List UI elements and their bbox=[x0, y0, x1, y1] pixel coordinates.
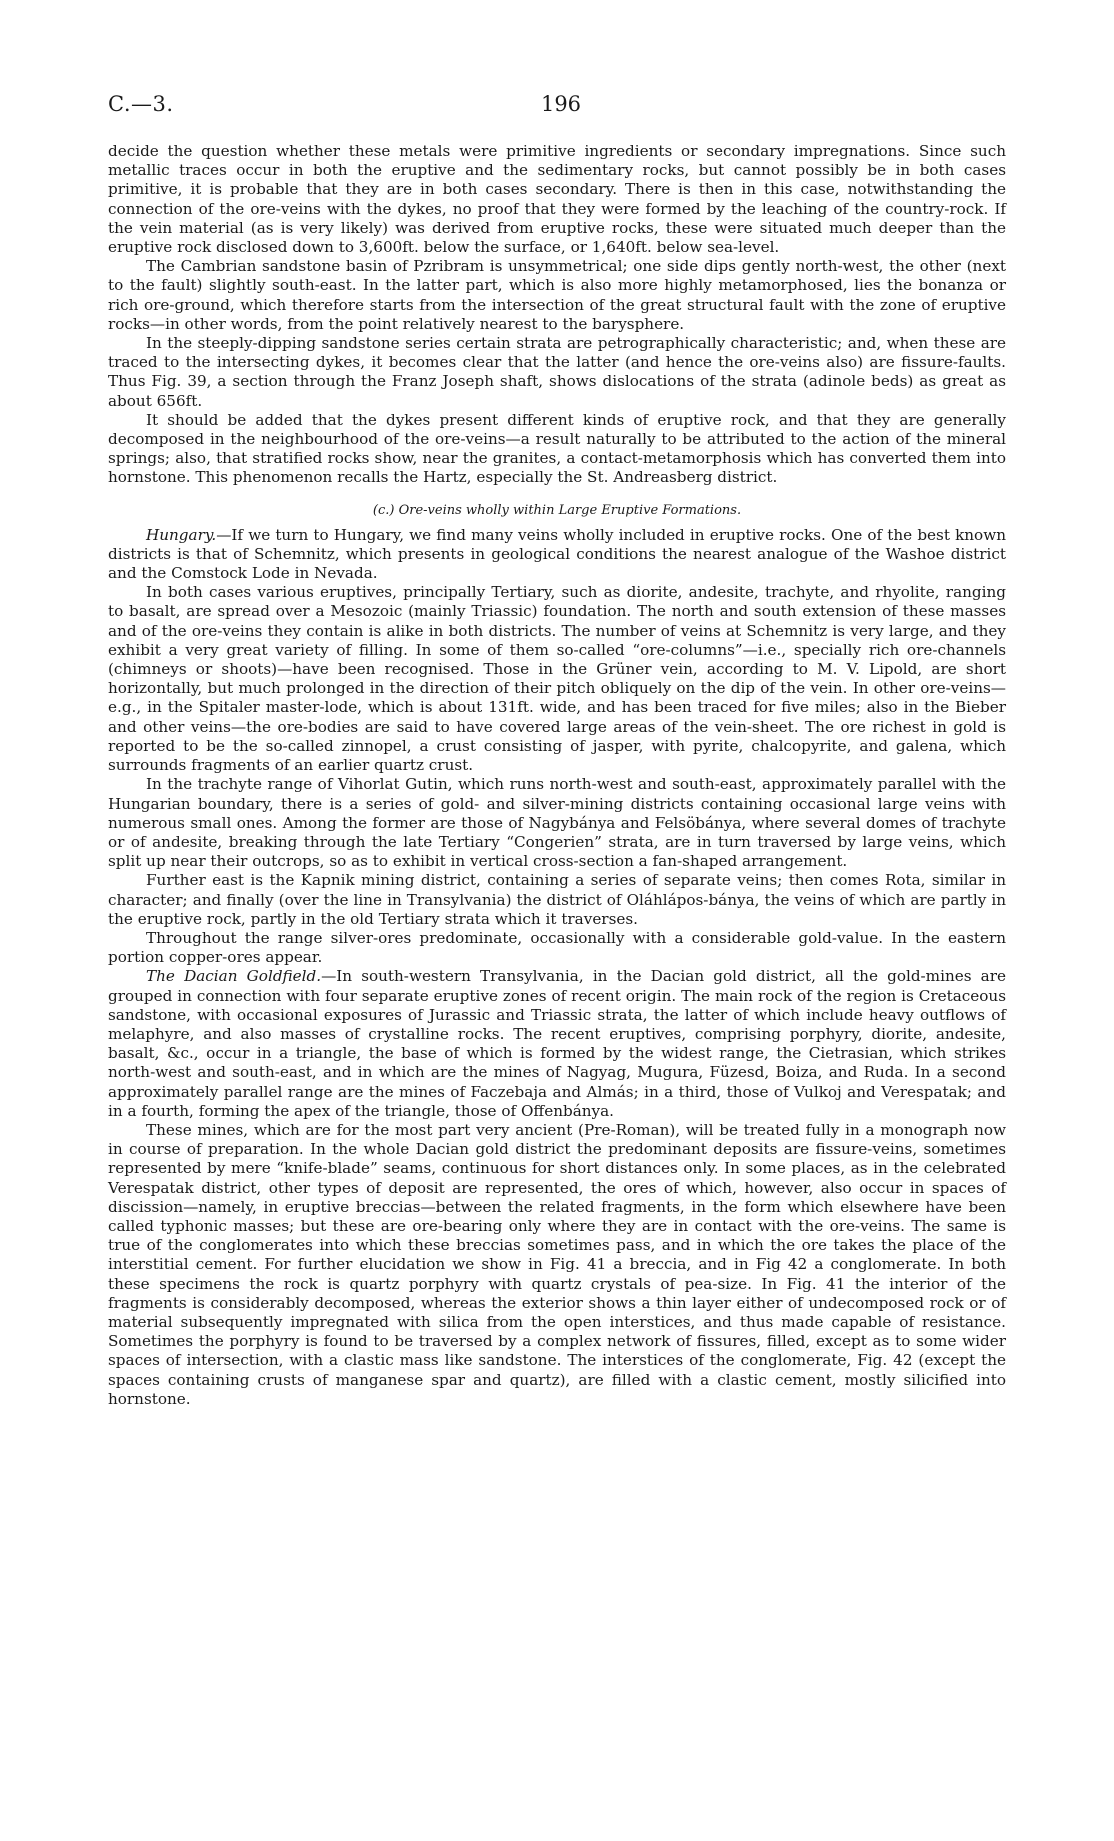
paragraph bbox=[108, 775, 1006, 871]
paragraph-body: Further east is the Kapnik mining district, containing a series of separate veins; then comes Rota, similar in character; and finally (over the line in Transylvania) the district of Oláhlápos-bánya, the veins of which are partly in the eruptive rock, partly in the old Tertiary strata which it traverses. bbox=[108, 871, 1006, 928]
paragraph bbox=[108, 967, 1006, 1121]
paragraph-lead: Hungary. bbox=[146, 525, 217, 544]
document-id: C.—3. bbox=[108, 92, 174, 116]
section-heading: (c.) Ore-veins wholly within Large Eruptive Formations. bbox=[372, 502, 742, 518]
paragraph-body: These mines, which are for the most part very ancient (Pre-Roman), will be treated fully in a monograph now in course of preparation. In the whole Dacian gold district the predominant deposits are fissure-veins, sometimes represented by mere “knife-blade” seams, continuous for short distances only. In some places, as in the celebrated Verespatak district, other types of deposit are represented, the ores of which, however, also occur in spaces of discission—namely, in eruptive breccias—between the related fragments, in the form which elsewhere have been called typhonic masses; but these are ore-bearing only where they are in contact with the ore-veins. The same is true of the conglomerates into which these breccias sometimes pass, and in which the ore takes the place of the interstitial cement. For further elucidation we show in Fig. 41 a breccia, and in Fig 42 a conglomerate. In both these specimens the rock is quartz porphyry with quartz crystals of pea-size. In Fig. 41 the interior of the fragments is considerably decomposed, whereas the exterior shows a thin layer either of undecomposed rock or of material subsequently impregnated with silica from the open interstices, and thus made capable of resistance. Sometimes the porphyry is found to be traversed by a complex network of fissures, filled, except as to some wider spaces of intersection, with a clastic mass like sandstone. The interstices of the conglomerate, Fig. 42 (except the spaces containing crusts of manganese spar and quartz), are filled with a clastic cement, mostly silicified into hornstone. bbox=[108, 1120, 1006, 1408]
paragraph-body: In both cases various eruptives, principally Tertiary, such as diorite, andesite, trachyte, and rhyolite, ranging to basalt, are spread over a Mesozoic (mainly Triassic) foundation. The north and south extension of these masses and of the ore-veins they contain is alike in both districts. The number of veins at Schemnitz is very large, and they exhibit a very great variety of filling. In some of them so-called “ore-columns”—i.e., specially rich ore-channels (chimneys or shoots)—have been recognised. Those in the Grüner vein, according to M. V. Lipold, are short horizontally, but much prolonged in the direction of their pitch obliquely on the dip of the vein. In other ore-veins—e.g., in the Spitaler master-lode, which is about 131ft. wide, and has been traced for five miles; also in the Bieber and other veins—the ore-bodies are said to have covered large areas of the vein-sheet. The ore richest in gold is reported to be the so-called zinnopel, a crust consisting of jasper, with pyrite, chalcopyrite, and galena, which surrounds fragments of an earlier quartz crust. bbox=[108, 583, 1006, 775]
paragraph: It should be added that the dykes present different kinds of eruptive rock, and that they are generally decomposed in the neighbourhood of the ore-veins—a result naturally to be attributed to the action of the mineral springs; also, that stratified rocks show, near the granites, a contact-metamorphosis which has converted them into hornstone. This phenomenon recalls the Hartz, especially the St. Andreasberg district. bbox=[108, 410, 1006, 487]
paragraph-lead: The Dacian Goldfield. bbox=[146, 967, 322, 986]
paragraph bbox=[108, 583, 1006, 775]
paragraph bbox=[108, 871, 1006, 929]
paragraph-body: In the trachyte range of Vihorlat Gutin, which runs north-west and south-east, approximately parallel with the Hungarian boundary, there is a series of gold- and silver-mining districts containing occasional large veins with numerous small ones. Among the former are those of Nagybánya and Felsöbánya, where several domes of trachyte or of andesite, breaking through the late Tertiary “Congerien” strata, are in turn traversed by large veins, which split up near their outcrops, so as to exhibit in vertical cross-section a fan-shaped arrangement. bbox=[108, 775, 1006, 871]
paragraph: decide the question whether these metals were primitive ingredients or secondary impregnations. Since such metallic traces occur in both the eruptive and the sedimentary rocks, but cannot possibly be in both cases primitive, it is probable that they are in both cases secondary. There is then in this case, notwithstanding the connection of the ore-veins with the dykes, no proof that they were formed by the leaching of the country-rock. If the vein material (as is very likely) was derived from eruptive rocks, these were situated much deeper than the eruptive rock disclosed down to 3,600ft. below the surface, or 1,640ft. below sea-level. bbox=[108, 142, 1006, 257]
paragraph-body: Throughout the range silver-ores predominate, occasionally with a considerable gold-value. In the eastern portion copper-ores appear. bbox=[108, 928, 1006, 967]
paragraph bbox=[108, 526, 1006, 584]
paragraph: In the steeply-dipping sandstone series certain strata are petrographically characteristic; and, when these are traced to the intersecting dykes, it becomes clear that the latter (and hence the ore-veins also) are fissure-faults. Thus Fig. 39, a section through the Franz Joseph shaft, shows dislocations of the strata (adinole beds) as great as about 656ft. bbox=[108, 334, 1006, 410]
paragraph bbox=[108, 1121, 1006, 1409]
paragraph-body: —In south-western Transylvania, in the Dacian gold district, all the gold-mines are grouped in connection with four separate eruptive zones of recent origin. The main rock of the region is Cretaceous sandstone, with occasional exposures of Jurassic and Triassic strata, the latter of which include heavy outflows of melaphyre, and also masses of crystalline rocks. The recent eruptives, comprising porphyry, diorite, andesite, basalt, &c., occur in a triangle, the base of which is formed by the widest range, the Cietrasian, which strikes north-west and south-east, and in which are the mines of Nagyag, Mugura, Füzesd, Boiza, and Ruda. In a second approximately parallel range are the mines of Faczebaja and Almás; in a third, those of Vulkoj and Verespatak; and in a fourth, forming the apex of the triangle, those of Offenbánya. bbox=[108, 967, 1006, 1120]
page-header bbox=[108, 92, 1014, 122]
paragraph bbox=[108, 929, 1006, 967]
page-number: 196 bbox=[540, 92, 582, 116]
paragraph: The Cambrian sandstone basin of Pzribram is unsymmetrical; one side dips gently north-west, the other (next to the fault) slightly south-east. In the latter part, which is also more highly metamorphosed, lies the bonanza or rich ore-ground, which therefore starts from the intersection of the great structural fault with the zone of eruptive rocks—in other words, from the point relatively nearest to the barysphere. bbox=[108, 257, 1006, 333]
body-text bbox=[108, 142, 1006, 1409]
paragraph-body: —If we turn to Hungary, we find many veins wholly included in eruptive rocks. One of the best known districts is that of Schemnitz, which presents in geological conditions the nearest analogue of the Washoe district and the Comstock Lode in Nevada. bbox=[108, 525, 1006, 583]
